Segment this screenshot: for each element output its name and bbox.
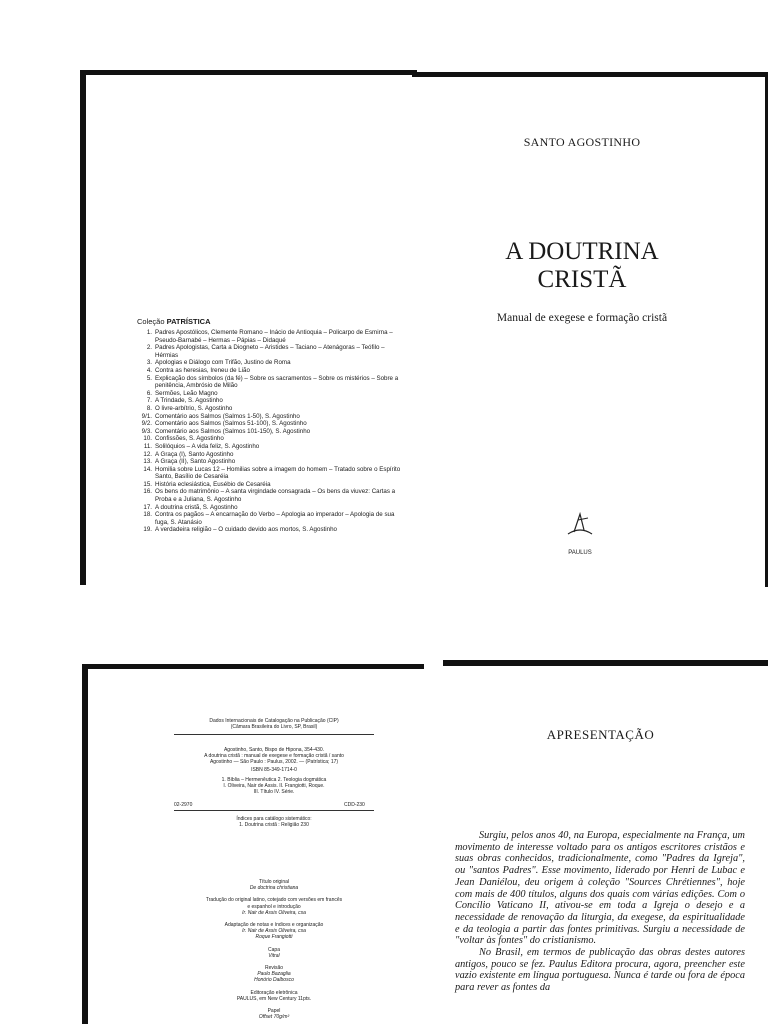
divider [174,734,374,735]
collection-item [137,526,402,534]
credit-paper [174,1008,374,1020]
page-edge-shadow [82,664,88,1024]
collection-item-number: 9/2. [141,420,152,428]
collection-item-number: 9/3. [141,427,152,435]
credit-original-title [174,879,374,891]
credit-value: De doctrina christiana [249,885,299,892]
collection-item-text: Contra as heresias, Ireneu de Lião [155,366,250,374]
collection-item-text: A Trindade, S. Agostinho [155,397,223,405]
collection-item-text: A verdadeira religião – O cuidado devido aos mortos, S. Agostinho [155,526,337,534]
collection-heading [137,317,211,326]
credit-value: Ir. Nair de Assis Oliveira, csa [242,909,306,916]
collection-item-text: Solilóquios – A vida feliz, S. Agostinho [155,442,260,450]
collection-item-text: A Graça (I), Santo Agostinho [155,450,234,458]
collection-item-number: 10. [143,435,152,443]
subject-line: III. Título IV. Série. [253,789,295,795]
paragraph: Surgiu, pelos anos 40, na Europa, especialmente na França, um movimento de interesse voltado para os antigos escritores cristãos e suas obras conhecidos, tradicionalmente, como "Padres da Igreja", ou "santos Padres". Esse movimento, liderado por Henri de Lubac e Jean Daniélou, deu origem à coleção "Sources Chrétiennes", hoje com mais de 400 títulos, alguns dos quais com várias edições. Com o Concílio Vaticano II, ativou-se em toda a Igreja o desejo e a necessidade de renovação da liturgia, da exegese, da espiritualidade e da teologia a partir das fontes primitivas. Surgiu a necessidade de "voltar às fontes" do cristianismo. [455,830,745,947]
collection-item-number: 14. [143,465,152,473]
collection-item [137,466,402,481]
collection-item-number: 8. [146,404,152,412]
collection-item-number: 1. [146,329,152,336]
page-edge-shadow [80,70,86,585]
collection-item-text: Os bens do matrimônio – A santa virgindade consagrada – Os bens da viuvez: Cartas a Proba e a Juliana, S. Agostinho [155,488,396,504]
collection-item [137,367,402,375]
collection-item-number: 19. [143,526,152,534]
subject-line: 1. Bíblia – Hermenêutica 2. Teologia dogmática [221,777,327,783]
collection-item-number: 18. [143,511,152,519]
catalog-line: A doutrina cristã : manual de exegese e formação cristã / santo [204,753,344,759]
book-subtitle: Manual de exegese e formação cristã [496,312,668,324]
page-edge-shadow [443,660,768,666]
collection-item-number: 6. [146,389,152,397]
credit-label: Capa [268,946,280,953]
collection-item-text: Sermões, Leão Magno [155,389,218,397]
collection-item [137,397,402,405]
credit-label: Título original [258,879,289,885]
catalog-subjects [174,777,374,795]
collection-item [137,435,402,443]
collection-item-text: O livre-arbítrio, S. Agostinho [155,404,233,412]
collection-item [137,405,402,413]
divider [174,810,374,811]
paragraph: No Brasil, em termos de publicação das obras destes autores antigos, pouco se fez. Paulus Editora procura, agora, preencher este vazio existente em língua portuguesa. Nunca é tarde ou fora de época para rever as fontes da [455,947,745,994]
collection-item-number: 15. [143,480,152,488]
catalog-code: 02-2970 [174,802,193,808]
book-title-line2: CRISTÃ [537,266,627,293]
credit-label: Tradução do original latino, cotejado com versões em francês [205,897,343,904]
cip-line: (Câmara Brasileira do Livro, SP, Brasil) [230,724,318,731]
isbn: ISBN 85-349-1714-0 [251,767,297,773]
collection-item [137,451,402,459]
collection-item [137,413,402,421]
catalog-line: Agostinho, Santo, Bispo de Hipona, 354-430. [223,747,325,753]
page-copyright [82,664,424,1024]
page-collection-list [80,70,417,585]
page-edge-shadow [82,664,424,669]
credit-revision [174,965,374,984]
cdd-code: CDD-230 [344,802,365,808]
collection-item-text: Comentário aos Salmos (Salmos 1-50), S. Agostinho [155,412,300,420]
collection-item-number: 17. [143,503,152,511]
page-edge-shadow [80,70,417,75]
section-heading: APRESENTAÇÃO [546,727,655,742]
catalog-record [174,747,374,765]
collection-item-text: A doutrina cristã, S. Agostinho [155,503,238,511]
collection-item-text: Comentário aos Salmos (Salmos 101-150), S. Agostinho [155,427,311,435]
collection-item-number: 13. [143,458,152,466]
credit-value: Roque Frangiotti [255,934,293,941]
book-title [412,238,752,294]
systematic-index [174,816,374,828]
credit-label: e espanhol e introdução [247,903,301,910]
collection-list [137,329,402,534]
collection-item [137,488,402,503]
collection-item-text: História eclesiástica, Eusébio de Cesaréia [155,480,271,488]
collection-item [137,375,402,390]
collection-item-text: A Graça (II), Santo Agostinho [155,458,236,466]
credit-label: Editoração eletrônica [250,989,298,996]
collection-item-text: Confissões, S. Agostinho [155,435,224,443]
collection-item-number: 4. [146,366,152,374]
credit-value: PAULUS, em New Century 11pts. [236,995,312,1002]
collection-item [137,420,402,428]
credit-adaptation [174,922,374,941]
cip-heading [174,718,374,731]
collection-item-number: 16. [143,488,152,496]
credit-value: Ir. Nair de Assis Oliveira, csa [242,928,306,935]
collection-item-number: 11. [143,442,152,450]
collection-item-number: 3. [146,359,152,367]
collection-item-text: Padres Apologistas, Carta a Diogneto – Aristides – Taciano – Atenágoras – Teófilo – Hérmias [155,344,385,359]
collection-item-number: 12. [143,450,152,458]
collection-item [137,359,402,367]
page-title [412,72,768,587]
credit-value: Vitral [268,952,280,959]
collection-item [137,329,402,344]
index-line: 1. Doutrina cristã : Religião 230 [239,822,309,828]
section-body [455,830,745,994]
collection-item-text: Apologias e Diálogo com Trifão, Justino de Roma [155,359,291,367]
cip-line: Dados Internacionais de Catalogação na Publicação (CIP) [209,718,339,724]
collection-item [137,481,402,489]
credit-cover [174,947,374,959]
credits [174,879,374,1024]
index-line: Índices para catálogo sistemático: [236,816,312,822]
collection-item-text: Homilia sobre Lucas 12 – Homilias sobre a imagem do homem – Tratado sobre o Espírito Santo, Basílio de Cesaréia [155,465,401,481]
book-title-line1: A DOUTRINA [505,238,659,265]
collection-item [137,504,402,512]
credit-typesetting [174,990,374,1002]
author-name: SANTO AGOSTINHO [523,135,641,149]
collection-item-text: Comentário aos Salmos (Salmos 51-100), S. Agostinho [155,420,307,428]
collection-item [137,428,402,436]
credit-value: Honório Dalbosco [254,977,294,984]
collection-item [137,443,402,451]
collection-item-number: 5. [146,374,152,382]
publisher-logo-text: PAULUS [568,550,592,556]
credit-translation [174,897,374,916]
page-presentation [443,660,768,1024]
collection-item-text: Contra os pagãos – A encarnação do Verbo – Apologia ao imperador – Apologia de sua fuga, S. Atanásio [155,511,395,526]
collection-item [137,458,402,466]
collection-prefix: Coleção [137,317,165,326]
collection-item-text: Explicação dos símbolos (da fé) – Sobre os sacramentos – Sobre os mistérios – Sobre a penitência, Ambrósio de Milão [155,374,399,390]
collection-item-number: 9/1. [141,412,152,420]
page-edge-shadow [412,72,768,77]
credit-value: Offset 70g/m² [258,1014,290,1021]
collection-item-text: Padres Apostólicos, Clemente Romano – Inácio de Antioquia – Policarpo de Esmirna – Pseudo-Barnabé – Hermas – Pápias – Didaqué [155,329,393,344]
collection-item [137,511,402,526]
collection-item-number: 2. [146,344,152,352]
collection-item [137,390,402,398]
catalog-line: Agostinho — São Paulo : Paulus, 2002. — (Patrística; 17) [209,759,339,765]
subject-line: I. Oliveira, Nair de Assis. II. Frangiotti, Roque. [223,783,325,789]
credit-label: Papel [267,1008,281,1015]
credit-label: Revisão [264,965,284,972]
collection-name: PATRÍSTICA [166,317,211,326]
credit-value: Paulo Bazaglia [257,971,291,978]
collection-item-number: 7. [146,397,152,405]
collection-item [137,344,402,359]
credit-label: Adaptação de notas e índices e organização [224,922,324,929]
publisher-logo [560,496,600,556]
paulus-logo-icon [560,496,600,544]
